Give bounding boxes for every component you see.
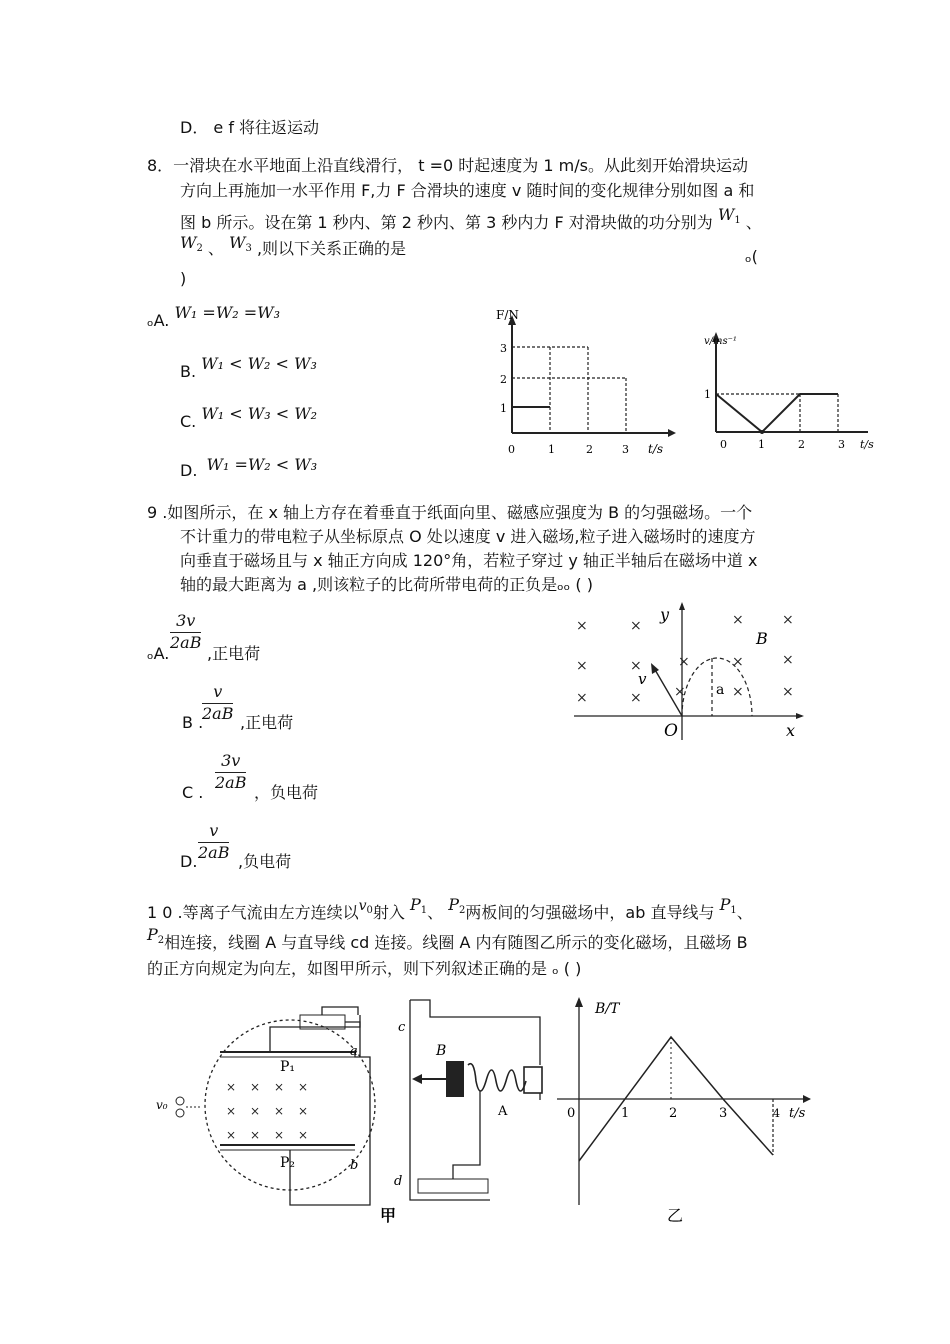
q9-distance-label: a bbox=[716, 682, 725, 698]
q10-wire-d-label: d bbox=[394, 1174, 403, 1189]
q8-option-c-expr: W₁ < W₃ < W₂ bbox=[201, 404, 318, 423]
q8-option-b bbox=[180, 354, 317, 383]
q10-figure-jia bbox=[150, 995, 555, 1225]
q9-option-d-label: D. bbox=[180, 852, 198, 871]
q8-chart-b-xtick-0: 0 bbox=[720, 438, 727, 451]
svg-text:×: × bbox=[630, 690, 642, 706]
q10-coil-core bbox=[446, 1061, 464, 1097]
q10-p1-symbol: $P_1$ bbox=[410, 895, 428, 916]
q10-yi-xtick-1: 1 bbox=[621, 1106, 630, 1121]
q8-line-3-tail: 、 bbox=[745, 213, 762, 232]
q8-chart-a-ytick-1: 1 bbox=[500, 402, 507, 415]
q10-yi-xtick-2: 2 bbox=[669, 1106, 678, 1121]
svg-text:×: × bbox=[298, 1080, 309, 1094]
svg-text:×: × bbox=[250, 1128, 261, 1142]
q8-chart-a-xtick-2: 2 bbox=[586, 443, 593, 456]
q9-option-c-tail: ，负电荷 bbox=[254, 783, 319, 802]
q10-field-b-label: B bbox=[436, 1043, 447, 1059]
q8-chart-b-xlabel: t/s bbox=[860, 438, 874, 451]
svg-text:×: × bbox=[226, 1128, 237, 1142]
q10-line-1-c: 、 bbox=[427, 903, 444, 922]
q9-velocity-label: v bbox=[638, 670, 647, 688]
svg-text:×: × bbox=[782, 652, 794, 668]
q10-yi-ylabel: B/T bbox=[595, 1001, 620, 1017]
q8-chart-b-xtick-3: 3 bbox=[838, 438, 845, 451]
q8-chart-b-xtick-1: 1 bbox=[758, 438, 765, 451]
q9-line-4: 轴的最大距离为 a ,则该粒子的比荷所带电荷的正负是ₒₒ ( ) bbox=[180, 575, 593, 594]
q10-line-2 bbox=[147, 925, 748, 960]
q10-figure-jia-caption: 甲 bbox=[380, 1206, 397, 1225]
q9-option-c-fraction: $\frac{3v}{2aB}$ bbox=[215, 751, 247, 792]
svg-text:×: × bbox=[732, 612, 744, 628]
q8-option-c bbox=[180, 404, 318, 433]
q9-x-axis-label: x bbox=[786, 721, 796, 740]
q8-option-d bbox=[180, 455, 318, 482]
q8-option-a bbox=[147, 303, 281, 332]
q8-line-1: 8．一滑块在水平地面上沿直线滑行， t =0 时起速度为 1 m/s。从此刻开始滑块运动 bbox=[147, 156, 748, 175]
q10-p2-symbol: $P_2$ bbox=[448, 895, 466, 916]
q10-plate-p1-label: P₁ bbox=[280, 1059, 296, 1075]
q8-chart-a bbox=[490, 305, 680, 465]
q8-line-4-tail: ,则以下关系正确的是 bbox=[256, 239, 407, 258]
q8-option-b-expr: W₁ < W₂ < W₃ bbox=[201, 354, 317, 373]
q8-chart-b bbox=[700, 330, 880, 465]
svg-text:×: × bbox=[678, 654, 690, 670]
q8-chart-a-ytick-2: 2 bbox=[500, 373, 507, 386]
q9-option-a-fraction: $\frac{3v}{2aB}$ bbox=[170, 611, 202, 652]
q8-chart-b-ylabel: v/ms⁻¹ bbox=[704, 336, 737, 347]
q10-line-1-a: 1 0 .等离子气流由左方连续以 bbox=[147, 903, 359, 922]
q8-answer-mark: ₒ( bbox=[745, 247, 758, 266]
q8-chart-a-xtick-1: 1 bbox=[548, 443, 555, 456]
q9-option-b-tail: ,正电荷 bbox=[240, 713, 294, 732]
q9-line-2: 不计重力的带电粒子从坐标原点 O 处以速度 v 进入磁场,粒子进入磁场时的速度方 bbox=[180, 527, 756, 546]
q8-answer-close: ) bbox=[180, 269, 187, 288]
q8-option-b-label: B. bbox=[180, 362, 197, 381]
q8-w3-symbol: $W_3$ bbox=[229, 233, 252, 254]
q8-chart-a-ytick-3: 3 bbox=[500, 342, 507, 355]
svg-text:×: × bbox=[782, 684, 794, 700]
q8-line-4 bbox=[180, 233, 407, 266]
q8-chart-a-ylabel: F/N bbox=[496, 308, 519, 322]
q9-option-a-label: ₒA. bbox=[147, 644, 170, 663]
svg-text:×: × bbox=[732, 684, 744, 700]
svg-text:×: × bbox=[576, 618, 588, 634]
q8-line-3 bbox=[180, 205, 762, 240]
svg-text:×: × bbox=[274, 1080, 285, 1094]
q9-option-d-tail: ,负电荷 bbox=[238, 852, 292, 871]
q7-option-d: D． e f 将往返运动 bbox=[180, 118, 320, 137]
q8-w2-symbol: $W_2$ bbox=[180, 233, 203, 254]
q8-option-a-expr: W₁ =W₂ =W₃ bbox=[174, 303, 281, 322]
q9-option-b-label: B . bbox=[182, 713, 204, 732]
q8-w1-symbol: $W_1$ bbox=[717, 205, 741, 226]
q10-coil-a bbox=[468, 1064, 526, 1091]
q9-line-1: 9 .如图所示，在 x 轴上方存在着垂直于纸面向里、磁感应强度为 B 的匀强磁场。一个 bbox=[147, 503, 753, 522]
q10-line-1-e: 、 bbox=[736, 903, 753, 922]
q10-yi-xtick-4: 4 bbox=[773, 1107, 780, 1120]
svg-text:×: × bbox=[674, 684, 686, 700]
q10-p1-symbol-2: $P_1$ bbox=[719, 895, 737, 916]
svg-text:×: × bbox=[630, 658, 642, 674]
q10-coil-a-label: A bbox=[498, 1104, 508, 1119]
svg-text:×: × bbox=[298, 1104, 309, 1118]
q10-plate-p2-label: P₂ bbox=[280, 1155, 296, 1171]
q10-figure-yi bbox=[555, 995, 815, 1225]
q8-option-a-label: ₒA. bbox=[147, 311, 170, 330]
q10-line-1 bbox=[147, 895, 753, 930]
q8-chart-a-xtick-3: 3 bbox=[622, 443, 629, 456]
svg-text:×: × bbox=[274, 1128, 285, 1142]
q10-line-1-d: 两板间的匀强磁场中，ab 直导线与 bbox=[465, 903, 715, 922]
q10-line-1-b: 射入 bbox=[372, 903, 405, 922]
svg-text:×: × bbox=[732, 654, 744, 670]
q10-line-3: 的正方向规定为向左，如图甲所示，则下列叙述正确的是 ₒ ( ) bbox=[147, 959, 582, 978]
svg-text:×: × bbox=[226, 1104, 237, 1118]
q10-figure-yi-caption: 乙 bbox=[667, 1206, 684, 1225]
q10-wire-c-label: c bbox=[398, 1020, 406, 1035]
svg-text:×: × bbox=[576, 690, 588, 706]
q9-line-3: 向垂直于磁场且与 x 轴正方向成 120°角，若粒子穿过 y 轴正半轴后在磁场中道 x bbox=[180, 551, 758, 570]
q10-line-2-a: 相连接，线圈 A 与直导线 cd 连接。线圈 A 内有随图乙所示的变化磁场，且磁场 B bbox=[164, 933, 748, 952]
q10-wire-a-label: a bbox=[350, 1044, 358, 1059]
q8-option-d-expr: W₁ =W₂ < W₃ bbox=[206, 455, 318, 474]
q9-option-b-fraction: $\frac{v}{2aB}$ bbox=[202, 682, 234, 723]
svg-text:×: × bbox=[226, 1080, 237, 1094]
q8-line-3-text: 图 b 所示。设在第 1 秒内、第 2 秒内、第 3 秒内力 F 对滑块做的功分别为 bbox=[180, 213, 713, 232]
q10-field-crosses bbox=[226, 1080, 308, 1142]
q10-yi-xtick-0: 0 bbox=[567, 1106, 576, 1121]
q10-yi-xlabel: t/s bbox=[789, 1106, 806, 1121]
q10-p2-symbol-2: $P_2$ bbox=[147, 925, 165, 946]
svg-text:×: × bbox=[782, 612, 794, 628]
svg-text:×: × bbox=[274, 1104, 285, 1118]
svg-text:×: × bbox=[250, 1104, 261, 1118]
q10-v0-symbol: $v_0$ bbox=[358, 898, 373, 916]
q9-field-label: B bbox=[756, 629, 768, 648]
q8-line-2: 方向上再施加一水平作用 F,力 F 合滑块的速度 v 随时间的变化规律分别如图 a 和 bbox=[180, 181, 755, 200]
q9-option-c-label: C . bbox=[182, 783, 204, 802]
q9-y-axis-label: y bbox=[660, 605, 670, 624]
q8-option-d-label: D. bbox=[180, 461, 198, 480]
q9-origin-label: O bbox=[664, 721, 678, 741]
q9-option-d-fraction: $\frac{v}{2aB}$ bbox=[198, 821, 230, 862]
q9-magnetic-field-figure bbox=[570, 600, 805, 745]
svg-text:×: × bbox=[630, 618, 642, 634]
q10-yi-xtick-3: 3 bbox=[719, 1106, 728, 1121]
q8-chart-b-ytick-1: 1 bbox=[704, 388, 711, 401]
q8-chart-a-xlabel: t/s bbox=[648, 442, 664, 456]
q10-v0-label: v₀ bbox=[156, 1098, 168, 1112]
q8-chart-b-xtick-2: 2 bbox=[798, 438, 805, 451]
q8-chart-b-velocity-line bbox=[716, 394, 838, 432]
svg-text:×: × bbox=[250, 1080, 261, 1094]
svg-text:×: × bbox=[576, 658, 588, 674]
q10-wire-b-label: b bbox=[350, 1158, 359, 1173]
q8-option-c-label: C. bbox=[180, 412, 197, 431]
q9-option-a-tail: ,正电荷 bbox=[207, 644, 261, 663]
q8-line-4-sep: 、 bbox=[207, 239, 224, 258]
q8-chart-a-xtick-0: 0 bbox=[508, 443, 515, 456]
svg-text:×: × bbox=[298, 1128, 309, 1142]
